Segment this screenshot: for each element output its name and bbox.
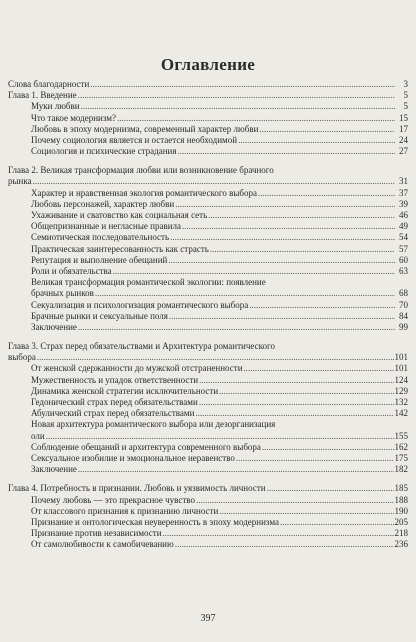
toc-section-entry: [8, 419, 408, 430]
toc-section-entry: [8, 464, 408, 475]
toc-page-number: 39: [399, 198, 408, 209]
page-number: 397: [200, 613, 216, 624]
dot-leader: [199, 397, 394, 408]
toc-page-number: 57: [399, 243, 408, 254]
table-of-contents: [8, 79, 408, 551]
section-gap: [8, 475, 408, 483]
toc-entry-title: Глава 4. Потребность в признании. Любовь и уязвимость личности: [8, 483, 266, 494]
toc-entry-title: Заключение: [31, 321, 77, 332]
toc-page-number: 84: [399, 310, 408, 321]
dot-leader: [37, 352, 394, 363]
section-gap: [8, 333, 408, 341]
toc-chapter-entry: [8, 79, 408, 90]
toc-page-number: 5: [403, 90, 408, 101]
dot-leader: [117, 113, 395, 124]
toc-entry-title: Новая архитектура романтического выбора или дезорганизация: [31, 419, 276, 430]
toc-page-number: 175: [394, 452, 408, 463]
dot-leader: [249, 300, 395, 311]
dot-leader: [170, 232, 395, 243]
toc-entry-title: Ухаживание и сватовство как социальная сеть: [31, 210, 208, 221]
toc-entry-title: От женской сдержанности до мужской отстраненности: [31, 363, 243, 374]
toc-page-number: 218: [394, 528, 408, 539]
dot-leader: [46, 431, 394, 442]
toc-entry-title: Глава 3. Страх перед обязательствами и Архитектура романтического: [8, 341, 275, 352]
dot-leader: [90, 79, 395, 90]
toc-entry-title: оли: [31, 430, 45, 441]
toc-section-entry: [8, 322, 408, 333]
toc-section-entry: [8, 135, 408, 146]
dot-leader: [208, 210, 395, 221]
toc-page-number: 162: [394, 441, 408, 452]
toc-section-entry: [8, 188, 408, 199]
toc-section-entry: [8, 221, 408, 232]
toc-section-entry: [8, 386, 408, 397]
toc-entry-title: Глава 2. Великая трансформация любви или возникновение брачного: [8, 165, 274, 176]
toc-entry-title: Семиотическая последовательность: [31, 232, 170, 243]
toc-page-number: 3: [403, 78, 408, 89]
toc-page-number: 54: [399, 232, 408, 243]
dot-leader: [113, 266, 395, 277]
toc-section-entry: [8, 539, 408, 550]
toc-page-number: 155: [394, 430, 408, 441]
toc-section-entry: [8, 528, 408, 539]
toc-section-entry: [8, 517, 408, 528]
dot-leader: [177, 146, 395, 157]
toc-section-entry: [8, 210, 408, 221]
dot-leader: [182, 221, 395, 232]
dot-leader: [258, 188, 395, 199]
toc-page-number: 60: [399, 254, 408, 265]
toc-section-entry: [8, 442, 408, 453]
toc-entry-title: Признание против независимости: [31, 528, 162, 539]
toc-section-entry: [8, 364, 408, 375]
toc-section-entry: [8, 288, 408, 299]
toc-entry-title: Общепризнанные и негласные правила: [31, 221, 181, 232]
toc-entry-title: Мужественность и упадок ответственности: [31, 374, 199, 385]
dot-leader: [95, 288, 395, 299]
toc-page-number: 15: [399, 112, 408, 123]
toc-entry-title: Глава 1. Введение: [8, 90, 77, 101]
toc-entry-title: Секуализация и психологизация романтического выбора: [31, 299, 249, 310]
dot-leader: [78, 464, 394, 475]
toc-section-entry: [8, 232, 408, 243]
toc-entry-title: Брачные рынки и сексуальные поля: [31, 310, 168, 321]
toc-entry-title: Любовь персонажей, характер любви: [31, 198, 175, 209]
dot-leader: [196, 495, 394, 506]
toc-section-entry: [8, 375, 408, 386]
toc-page-number: 236: [394, 539, 408, 550]
dot-leader: [78, 90, 395, 101]
toc-chapter-entry: [8, 341, 408, 352]
toc-entry-title: Заключение: [31, 464, 77, 475]
toc-page-number: 70: [399, 299, 408, 310]
toc-entry-title: Гедонический страх перед обязательствами: [31, 397, 198, 408]
toc-entry-title: Характер и нравственная экология романтического выбора: [31, 187, 257, 198]
dot-leader: [219, 506, 393, 517]
toc-section-entry: [8, 101, 408, 112]
toc-page-number: 132: [394, 397, 408, 408]
dot-leader: [244, 363, 394, 374]
toc-chapter-entry: [8, 90, 408, 101]
dot-leader: [280, 517, 394, 528]
toc-section-entry: [8, 199, 408, 210]
toc-entry-title: Любовь в эпоху модернизма, современный характер любви: [31, 123, 259, 134]
toc-entry-title: Великая трансформация романтической экологии: появление: [31, 277, 266, 288]
dot-leader: [236, 453, 394, 464]
section-gap: [8, 157, 408, 165]
toc-page-number: 68: [399, 288, 408, 299]
toc-entry-title: Муки любви: [31, 101, 80, 112]
toc-section-entry: [8, 506, 408, 517]
toc-page-number: 17: [399, 123, 408, 134]
toc-entry-title: Соблюдение обещаний и архитектура современного выбора: [31, 441, 261, 452]
toc-page-number: 63: [399, 265, 408, 276]
toc-chapter-entry: [8, 352, 408, 363]
toc-section-entry: [8, 495, 408, 506]
toc-entry-title: рынка: [8, 176, 32, 187]
toc-page-number: 101: [394, 363, 408, 374]
dot-leader: [175, 199, 395, 210]
toc-page-number: 101: [394, 352, 408, 363]
toc-entry-title: Почему социология является и остается необходимой: [31, 134, 238, 145]
toc-entry-title: Социология и психические страдания: [31, 146, 177, 157]
toc-page-number: 182: [394, 464, 408, 475]
dot-leader: [199, 375, 393, 386]
toc-page-number: 27: [399, 146, 408, 157]
toc-section-entry: [8, 244, 408, 255]
dot-leader: [210, 244, 395, 255]
toc-page-number: 99: [399, 321, 408, 332]
toc-section-entry: [8, 431, 408, 442]
toc-page-number: 5: [403, 101, 408, 112]
dot-leader: [262, 442, 394, 453]
dot-leader: [259, 124, 395, 135]
toc-page-number: 124: [394, 374, 408, 385]
dot-leader: [163, 528, 394, 539]
toc-entry-title: Признание и онтологическая неуверенность в эпоху модернизма: [31, 516, 279, 527]
toc-section-entry: [8, 311, 408, 322]
toc-chapter-entry: [8, 483, 408, 494]
toc-entry-title: Практическая заинтересованность как страсть: [31, 243, 209, 254]
dot-leader: [78, 322, 395, 333]
dot-leader: [219, 386, 393, 397]
toc-page-number: 31: [399, 176, 408, 187]
toc-page-number: 185: [394, 483, 408, 494]
toc-section-entry: [8, 453, 408, 464]
toc-section-entry: [8, 266, 408, 277]
toc-section-entry: [8, 408, 408, 419]
toc-entry-title: Сексуальное изобилие и эмоциональное неравенство: [31, 452, 235, 463]
toc-section-entry: [8, 124, 408, 135]
toc-page-number: 129: [394, 385, 408, 396]
dot-leader: [267, 483, 394, 494]
toc-entry-title: Что такое модернизм?: [31, 112, 116, 123]
toc-page-number: 142: [394, 408, 408, 419]
toc-section-entry: [8, 277, 408, 288]
toc-entry-title: От самолюбивости к самобичеванию: [31, 539, 174, 550]
toc-page-number: 24: [399, 134, 408, 145]
toc-entry-title: выбора: [8, 352, 36, 363]
toc-entry-title: Слова благодарности: [8, 78, 90, 89]
toc-entry-title: Почему любовь — это прекрасное чувство: [31, 494, 195, 505]
toc-chapter-entry: [8, 165, 408, 176]
toc-section-entry: [8, 255, 408, 266]
toc-page-number: 49: [399, 221, 408, 232]
toc-section-entry: [8, 113, 408, 124]
toc-page-number: 46: [399, 210, 408, 221]
toc-chapter-entry: [8, 177, 408, 188]
toc-section-entry: [8, 300, 408, 311]
toc-entry-title: Абулический страх перед обязательствами: [31, 408, 195, 419]
toc-entry-title: От классового признания к признанию личности: [31, 505, 219, 516]
toc-page-number: 188: [394, 494, 408, 505]
dot-leader: [175, 539, 394, 550]
dot-leader: [33, 176, 395, 187]
dot-leader: [168, 255, 395, 266]
toc-page-number: 190: [394, 505, 408, 516]
toc-page-number: 205: [394, 516, 408, 527]
toc-section-entry: [8, 146, 408, 157]
toc-entry-title: Репутация и выполнение обещаний: [31, 254, 168, 265]
toc-entry-title: Динамика женской стратегии исключительности: [31, 385, 219, 396]
dot-leader: [238, 135, 395, 146]
dot-leader: [81, 101, 395, 112]
toc-page-number: 37: [399, 187, 408, 198]
toc-entry-title: Роли и обязательства: [31, 265, 112, 276]
dot-leader: [169, 311, 395, 322]
toc-section-entry: [8, 397, 408, 408]
page-title: Оглавление: [160, 55, 256, 74]
dot-leader: [195, 408, 393, 419]
toc-entry-title: брачных рынков: [31, 288, 94, 299]
